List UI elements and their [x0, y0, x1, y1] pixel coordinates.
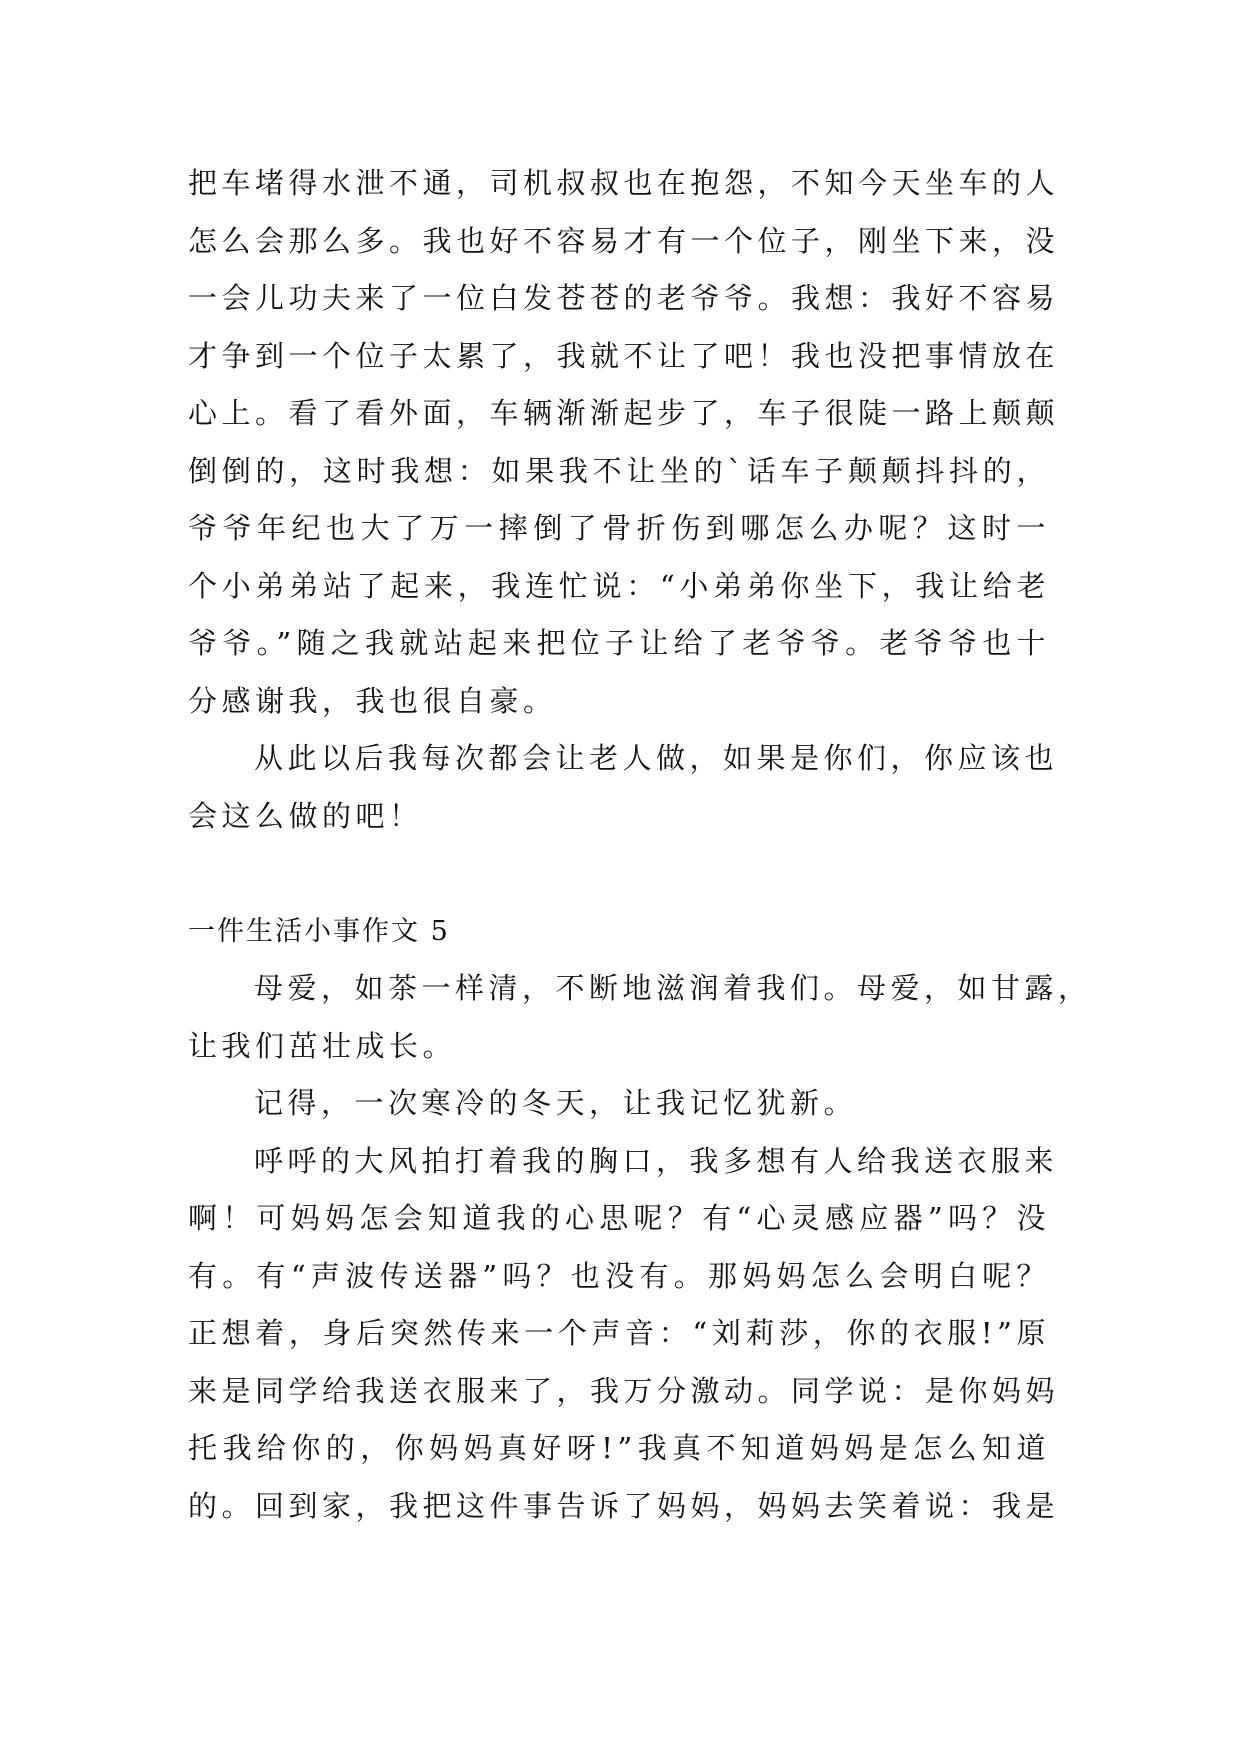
text-line: 倒倒的，这时我想：如果我不让坐的`话车子颠颠抖抖的，	[188, 453, 1050, 488]
text-line: 爷爷。”随之我就站起来把位子让给了老爷爷。老爷爷也十	[188, 626, 1050, 660]
text-line: 让我们茁壮成长。	[188, 1028, 457, 1063]
paragraph	[188, 1133, 1060, 1536]
text-line: 从此以后我每次都会让老人做，如果是你们，你应该也	[254, 741, 1059, 775]
text-line: 记得，一次寒冷的冬天，让我记忆犹新。	[254, 1086, 858, 1120]
paragraph	[188, 960, 1092, 1075]
text-line: 正想着，身后突然传来一个声音：“刘莉莎，你的衣服!”原	[188, 1316, 1050, 1350]
text-line: 个小弟弟站了起来，我连忙说：“小弟弟你坐下，我让给老	[188, 568, 1050, 603]
text-line: 呼呼的大风拍打着我的胸口，我多想有人给我送衣服来	[254, 1143, 1059, 1178]
text-line: 托我给你的，你妈妈真好呀!”我真不知道妈妈是怎么知道	[188, 1431, 1050, 1465]
document-page	[188, 155, 1092, 1535]
text-line: 才争到一个位子太累了，我就不让了吧！我也没把事情放在	[188, 338, 1060, 373]
text-line: 心上。看了看外面，车辆渐渐起步了，车子很陡一路上颠颠	[188, 396, 1060, 430]
blank-line	[188, 845, 1050, 903]
text-line: 有。有“声波传送器”吗？也没有。那妈妈怎么会明白呢？	[188, 1258, 1050, 1293]
text-line: 怎么会那么多。我也好不容易才有一个位子，刚坐下来，没	[188, 223, 1060, 258]
text-line: 爷爷年纪也大了万一摔倒了骨折伤到哪怎么办呢？这时一	[188, 511, 1050, 545]
text-line: 分感谢我，我也很自豪。	[188, 683, 557, 718]
paragraph	[188, 730, 1059, 845]
text-line: 会这么做的吧！	[188, 798, 423, 833]
text-line: 母爱，如茶一样清，不断地滋润着我们。母爱，如甘露，	[254, 971, 1092, 1005]
text-line: 来是同学给我送衣服来了，我万分激动。同学说：是你妈妈	[188, 1373, 1060, 1408]
paragraph	[188, 1075, 1050, 1133]
paragraph	[188, 155, 1060, 730]
text-line: 的。回到家，我把这件事告诉了妈妈，妈妈去笑着说：我是	[188, 1488, 1060, 1523]
section-heading: 一件生活小事作文 5	[188, 915, 450, 947]
text-line: 把车堵得水泄不通，司机叔叔也在抱怨，不知今天坐车的人	[188, 166, 1060, 200]
text-line: 啊！可妈妈怎会知道我的心思呢？有“心灵感应器”吗？没	[188, 1201, 1050, 1235]
text-line: 一会儿功夫来了一位白发苍苍的老爷爷。我想：我好不容易	[188, 281, 1060, 315]
